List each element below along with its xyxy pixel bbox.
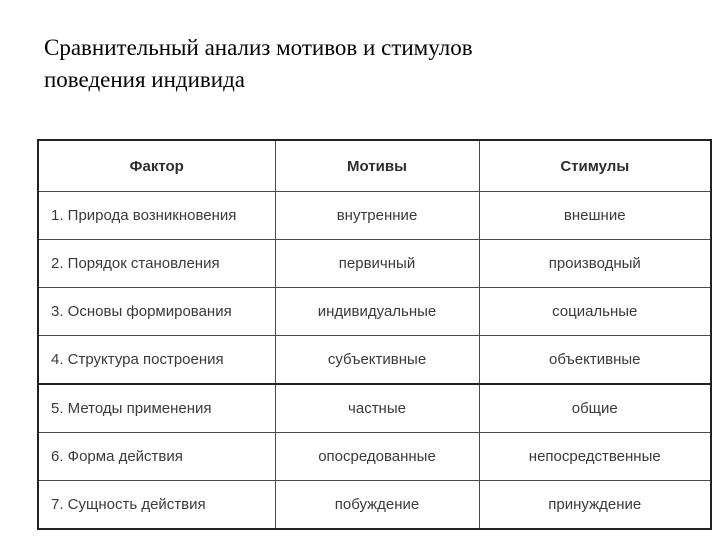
stimulus-cell: непосредственные <box>479 433 711 481</box>
motive-cell: опосредованные <box>275 433 479 481</box>
table-row <box>38 384 711 433</box>
table-header-row <box>38 140 711 192</box>
slide-title-line-1: Сравнительный анализ мотивов и стимулов <box>44 35 473 60</box>
slide-title-line-2: поведения индивида <box>44 67 246 92</box>
table-row <box>38 481 711 530</box>
factor-cell: 3. Основы формирования <box>38 288 275 336</box>
factor-cell: 4. Структура построения <box>38 336 275 385</box>
stimulus-cell: производный <box>479 240 711 288</box>
factor-cell: 2. Порядок становления <box>38 240 275 288</box>
stimulus-cell: социальные <box>479 288 711 336</box>
factor-cell: 6. Форма действия <box>38 433 275 481</box>
table-row <box>38 433 711 481</box>
factor-cell: 7. Сущность действия <box>38 481 275 530</box>
factor-cell: 5. Методы применения <box>38 384 275 433</box>
motive-cell: первичный <box>275 240 479 288</box>
table-row <box>38 240 711 288</box>
motive-cell: побуждение <box>275 481 479 530</box>
stimulus-cell: общие <box>479 384 711 433</box>
table-row <box>38 192 711 240</box>
header-stimuli: Стимулы <box>479 140 711 192</box>
motive-cell: индивидуальные <box>275 288 479 336</box>
motive-cell: субъективные <box>275 336 479 385</box>
header-motives: Мотивы <box>275 140 479 192</box>
table-row <box>38 336 711 385</box>
stimulus-cell: внешние <box>479 192 711 240</box>
factor-cell: 1. Природа возникновения <box>38 192 275 240</box>
stimulus-cell: объективные <box>479 336 711 385</box>
header-factor: Фактор <box>38 140 275 192</box>
motive-cell: частные <box>275 384 479 433</box>
motive-cell: внутренние <box>275 192 479 240</box>
slide-title <box>44 32 684 96</box>
comparison-table <box>37 139 712 530</box>
stimulus-cell: принуждение <box>479 481 711 530</box>
table-row <box>38 288 711 336</box>
